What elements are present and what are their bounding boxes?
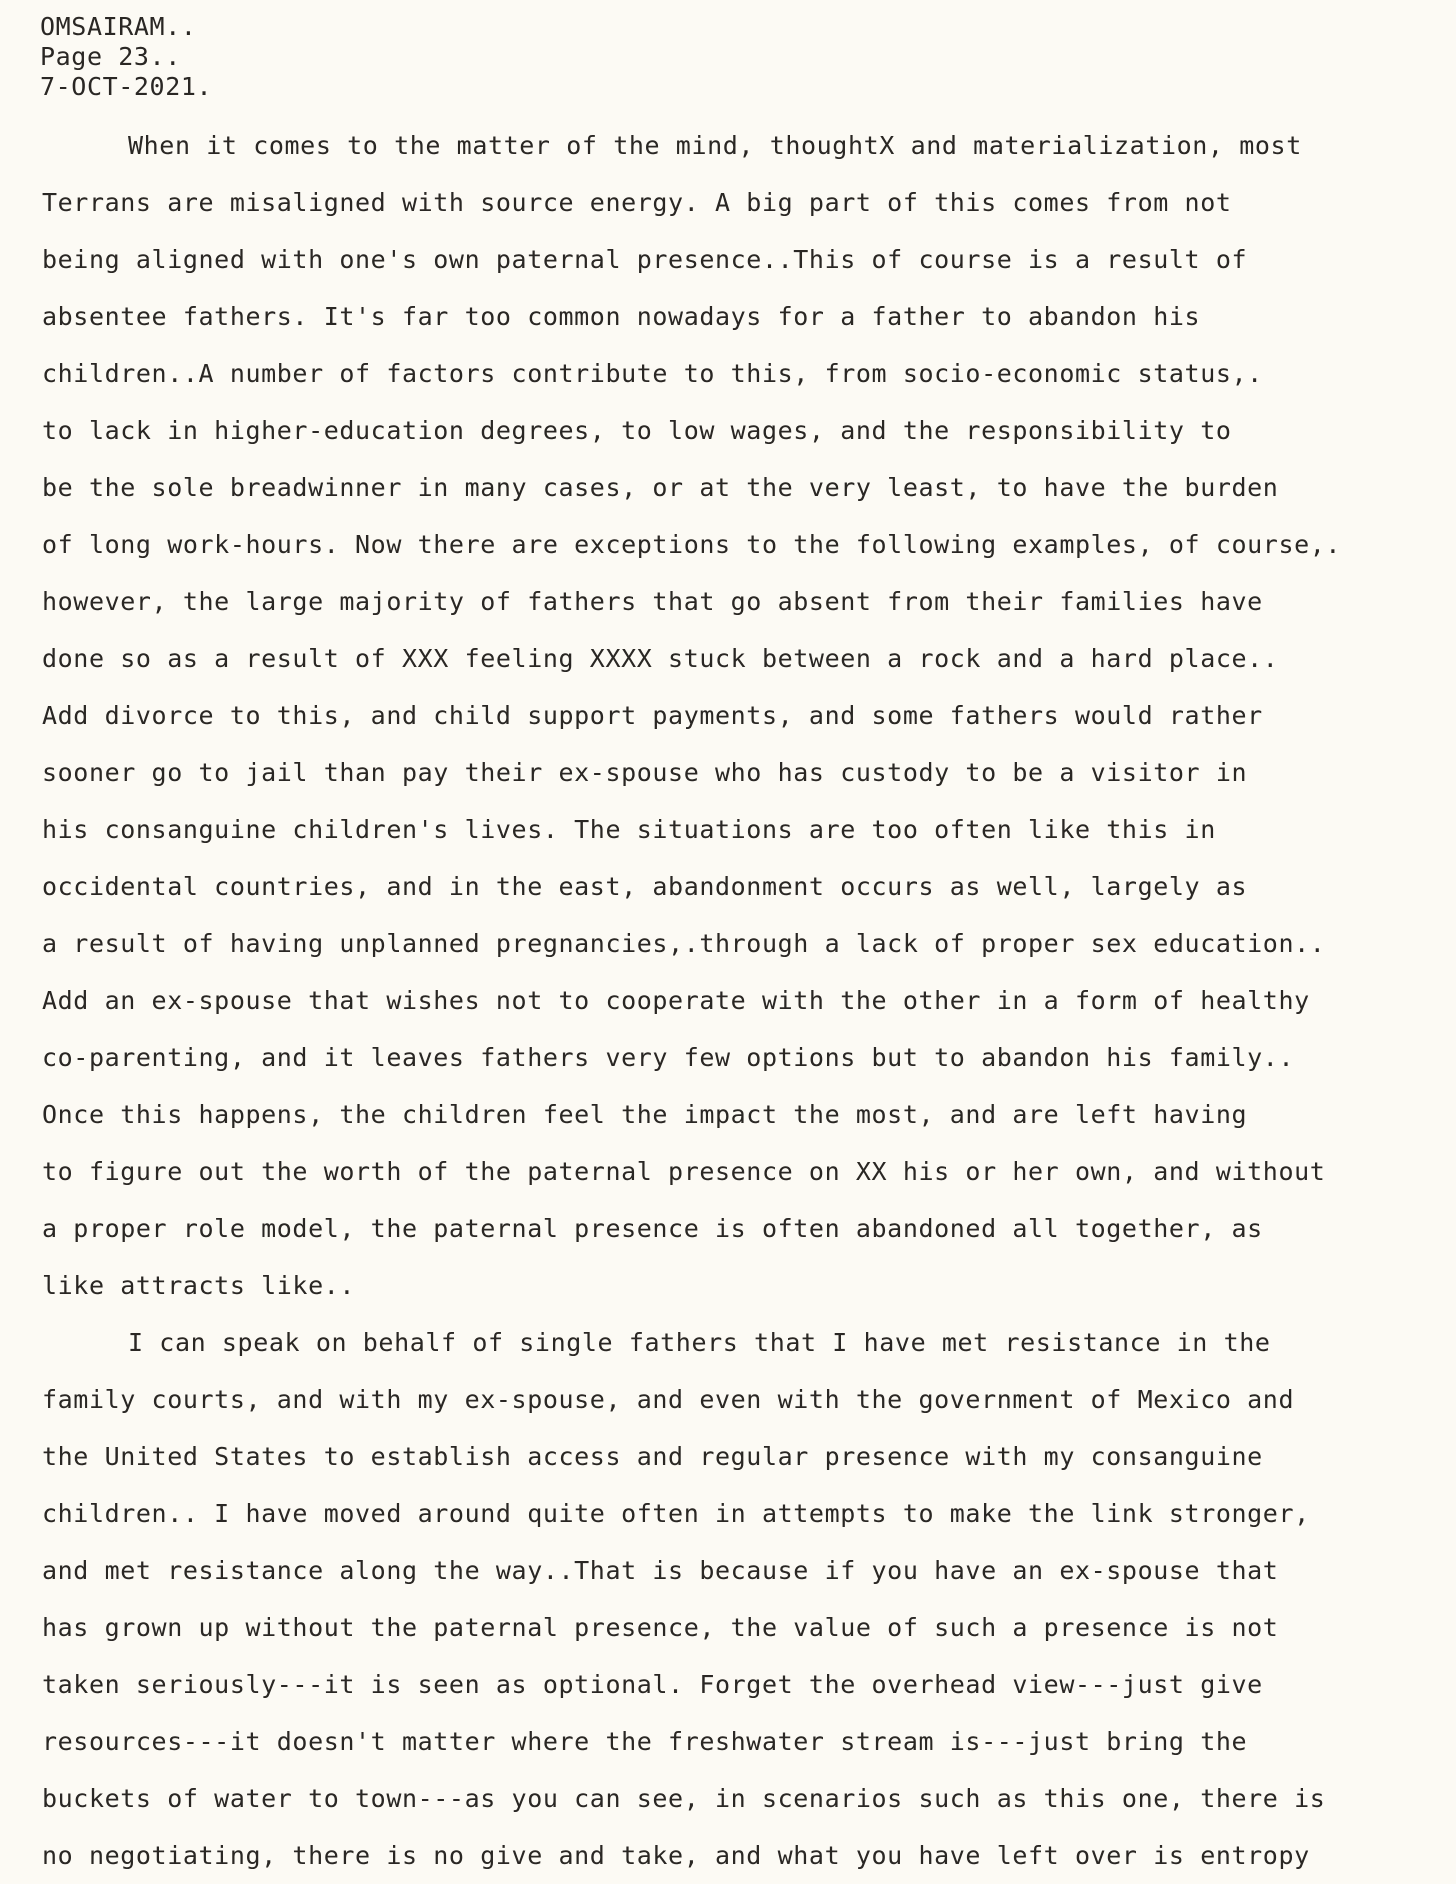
text-line: of long work-hours. Now there are exceptions to the following examples, of course,.: [42, 530, 1342, 559]
text-line: however, the large majority of fathers that go absent from their families have: [42, 587, 1263, 616]
text-line: like attracts like..: [42, 1271, 356, 1300]
text-line: be the sole breadwinner in many cases, or at the very least, to have the burden: [42, 473, 1279, 502]
page-number: Page 23..: [40, 42, 181, 71]
text-line: resources---it doesn't matter where the freshwater stream is---just bring the: [42, 1727, 1248, 1756]
text-line: to figure out the worth of the paternal presence on XX his or her own, and without: [42, 1157, 1326, 1186]
header-salutation: OMSAIRAM..: [40, 12, 197, 41]
text-line: Terrans are misaligned with source energy. A big part of this comes from not: [42, 188, 1232, 217]
text-line: I can speak on behalf of single fathers that I have met resistance in the: [128, 1328, 1271, 1357]
text-line: and met resistance along the way..That is because if you have an ex-spouse that: [42, 1556, 1279, 1585]
body-text: [42, 117, 1442, 1884]
text-line: no negotiating, there is no give and take, and what you have left over is entropy: [42, 1841, 1310, 1870]
text-line: children.. I have moved around quite often in attempts to make the link stronger,: [42, 1499, 1310, 1528]
text-line: occidental countries, and in the east, abandonment occurs as well, largely as: [42, 872, 1248, 901]
text-line: children..A number of factors contribute to this, from socio-economic status,.: [42, 359, 1263, 388]
text-line: absentee fathers. It's far too common nowadays for a father to abandon his: [42, 302, 1201, 331]
text-line: When it comes to the matter of the mind, thoughtX and materialization, most: [128, 131, 1302, 160]
text-line: the United States to establish access and regular presence with my consanguine: [42, 1442, 1263, 1471]
text-line: to lack in higher-education degrees, to low wages, and the responsibility to: [42, 416, 1232, 445]
text-line: has grown up without the paternal presence, the value of such a presence is not: [42, 1613, 1279, 1642]
text-line: sooner go to jail than pay their ex-spouse who has custody to be a visitor in: [42, 758, 1248, 787]
text-line: being aligned with one's own paternal presence..This of course is a result of: [42, 245, 1248, 274]
text-line: a proper role model, the paternal presence is often abandoned all together, as: [42, 1214, 1263, 1243]
page-date: 7-OCT-2021.: [40, 72, 213, 101]
page-header: [40, 12, 212, 102]
text-line: his consanguine children's lives. The situations are too often like this in: [42, 815, 1216, 844]
text-line: taken seriously---it is seen as optional. Forget the overhead view---just give: [42, 1670, 1263, 1699]
text-line: done so as a result of XXX feeling XXXX stuck between a rock and a hard place..: [42, 644, 1279, 673]
text-line: family courts, and with my ex-spouse, and even with the government of Mexico and: [42, 1385, 1295, 1414]
text-line: Add divorce to this, and child support payments, and some fathers would rather: [42, 701, 1263, 730]
text-line: a result of having unplanned pregnancies,.through a lack of proper sex education..: [42, 929, 1326, 958]
text-line: Once this happens, the children feel the impact the most, and are left having: [42, 1100, 1248, 1129]
text-line: Add an ex-spouse that wishes not to cooperate with the other in a form of healthy: [42, 986, 1310, 1015]
text-line: buckets of water to town---as you can see, in scenarios such as this one, there is: [42, 1784, 1326, 1813]
text-line: co-parenting, and it leaves fathers very few options but to abandon his family..: [42, 1043, 1295, 1072]
